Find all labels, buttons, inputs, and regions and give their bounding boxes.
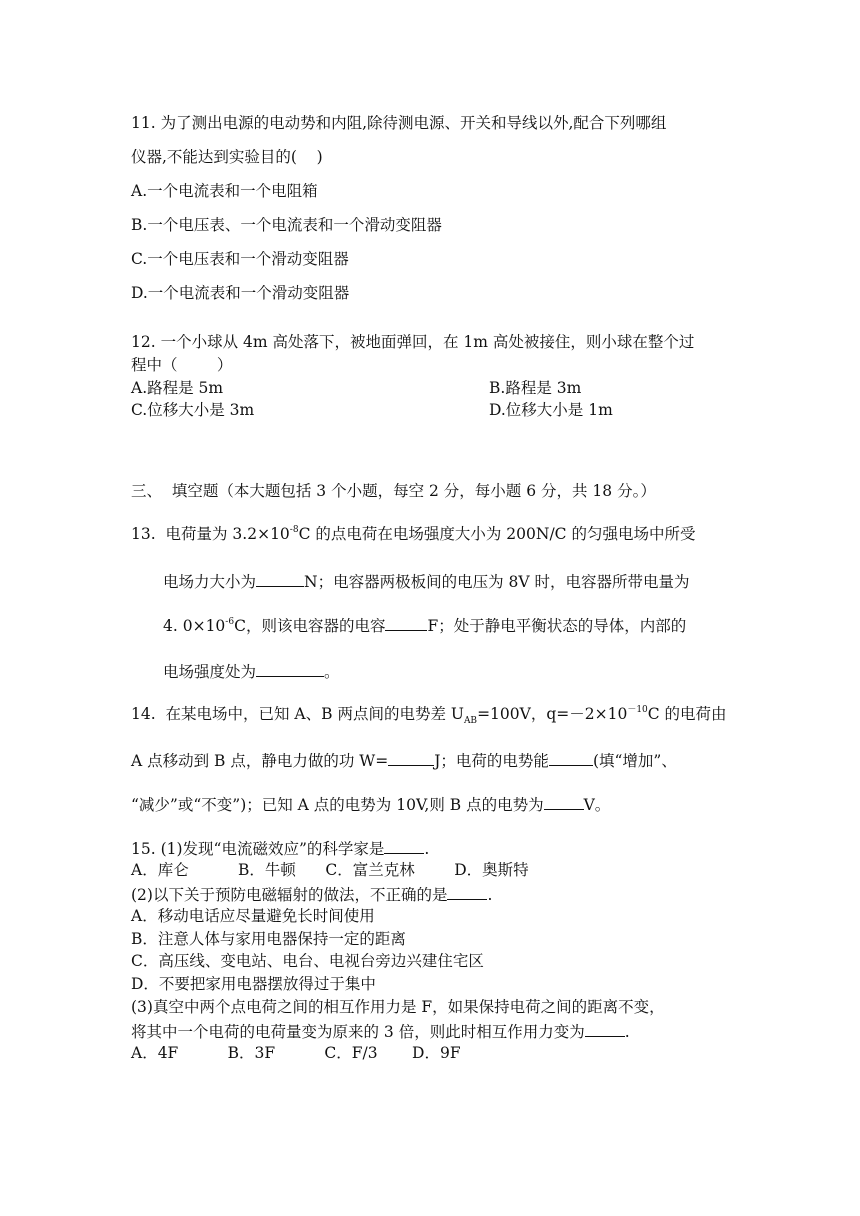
q15-part2-option-a: A．移动电话应尽量避免长时间使用 — [131, 907, 375, 925]
q13-text: C 的点电荷在电场强度大小为 200N/C 的匀强电场中所受 — [298, 525, 696, 543]
q15-part1 — [131, 837, 429, 859]
answer-blank[interactable] — [385, 614, 427, 631]
q11-line2: 仪器,不能达到实验目的( ) — [131, 148, 323, 166]
q13-text: C，则该电容器的电容 — [234, 617, 386, 635]
q11-option-b: B.一个电压表、一个电流表和一个滑动变阻器 — [131, 216, 442, 234]
q12-options-row2 — [131, 400, 613, 420]
answer-blank[interactable] — [549, 749, 593, 766]
q14-text: V。 — [583, 796, 611, 814]
q13-text: 4. 0×10 — [163, 617, 226, 635]
q15-part3-line1: (3)真空中两个点电荷之间的相互作用力是 F，如果保持电荷之间的距离不变， — [131, 998, 665, 1016]
q15-text: . — [487, 886, 493, 904]
q14-text: A 点移动到 B 点，静电力做的功 W= — [131, 752, 389, 770]
q14-line3 — [131, 793, 610, 815]
q15-part2-option-b: B．注意人体与家用电器保持一定的距离 — [131, 930, 406, 948]
q11-option-d: D.一个电流表和一个滑动变阻器 — [131, 284, 350, 302]
q13-text: 。 — [324, 663, 340, 681]
q14-line1 — [131, 704, 727, 727]
q13-text: 电场力大小为 — [163, 573, 257, 591]
q15-part2 — [131, 883, 492, 905]
q13-text: N；电容器两极板间的电压为 8V 时，电容器所带电量为 — [304, 573, 690, 591]
q12-line1: 12. 一个小球从 4m 高处落下，被地面弹回，在 1m 高处被接住，则小球在整个过 — [131, 333, 695, 351]
q13-line1 — [131, 524, 695, 547]
q14-text: J；电荷的电势能 — [434, 752, 549, 770]
q14-text: 14. 在某电场中，已知 A、B 两点间的电势差 U — [131, 705, 464, 723]
q15-text: (2)以下关于预防电磁辐射的做法，不正确的是 — [131, 886, 448, 904]
q14-subscript: AB — [463, 716, 478, 726]
q13-text: 13. 电荷量为 3.2×10 — [131, 525, 290, 543]
q14-line2 — [131, 749, 677, 771]
answer-blank[interactable] — [544, 793, 584, 810]
q12-option-d: D.位移大小是 1m — [489, 401, 613, 419]
q12-options-row1 — [131, 378, 582, 398]
q15-part3-options: A．4F B．3F C．F/3 D．9F — [131, 1044, 461, 1062]
answer-blank[interactable] — [388, 749, 434, 766]
answer-blank[interactable] — [447, 883, 487, 900]
q13-line3 — [163, 614, 686, 639]
q14-exponent: －10 — [627, 705, 648, 715]
section-heading: 三、 填空题（本大题包括 3 个小题，每空 2 分，每小题 6 分，共 18 分。） — [131, 482, 656, 500]
q11-line1: 11. 为了测出电源的电动势和内阻,除待测电源、开关和导线以外,配合下列哪组 — [131, 114, 667, 132]
q14-text: (填“增加”、 — [592, 752, 677, 770]
q14-text: =100V，q=－2×10 — [477, 705, 628, 723]
q11-option-c: C.一个电压表和一个滑动变阻器 — [131, 250, 349, 268]
q12-line2: 程中（ ） — [131, 356, 233, 374]
q14-text: C 的电荷由 — [647, 705, 727, 723]
q14-text: “减少”或“不变”)；已知 A 点的电势为 10V,则 B 点的电势为 — [131, 796, 544, 814]
answer-blank[interactable] — [585, 1020, 625, 1037]
answer-blank[interactable] — [256, 660, 324, 677]
q15-text: 15. (1)发现“电流磁效应”的科学家是 — [131, 840, 385, 858]
q12-option-b: B.路程是 3m — [489, 379, 582, 397]
answer-blank[interactable] — [384, 837, 424, 854]
q15-part2-option-c: C．高压线、变电站、电台、电视台旁边兴建住宅区 — [131, 952, 484, 970]
answer-blank[interactable] — [256, 570, 304, 587]
q15-text: 将其中一个电荷的电荷量变为原来的 3 倍，则此时相互作用力变为 — [131, 1023, 585, 1041]
q13-text: F；处于静电平衡状态的导体，内部的 — [427, 617, 687, 635]
q12-option-c: C.位移大小是 3m — [131, 401, 255, 419]
q15-part3-line2 — [131, 1020, 630, 1042]
q15-text: . — [424, 840, 430, 858]
q15-part2-option-d: D．不要把家用电器摆放得过于集中 — [131, 975, 376, 993]
q12-option-a: A.路程是 5m — [131, 379, 224, 397]
q13-line2 — [163, 570, 690, 592]
q13-text: 电场强度处为 — [163, 663, 257, 681]
q13-exponent: -8 — [289, 525, 299, 535]
q13-exponent: -6 — [225, 617, 235, 627]
q11-option-a: A.一个电流表和一个电阻箱 — [131, 182, 318, 200]
q13-line4 — [163, 660, 340, 682]
q15-part1-options: A．库仑 B．牛顿 C．富兰克林 D．奥斯特 — [131, 861, 529, 879]
q15-text: . — [624, 1023, 630, 1041]
